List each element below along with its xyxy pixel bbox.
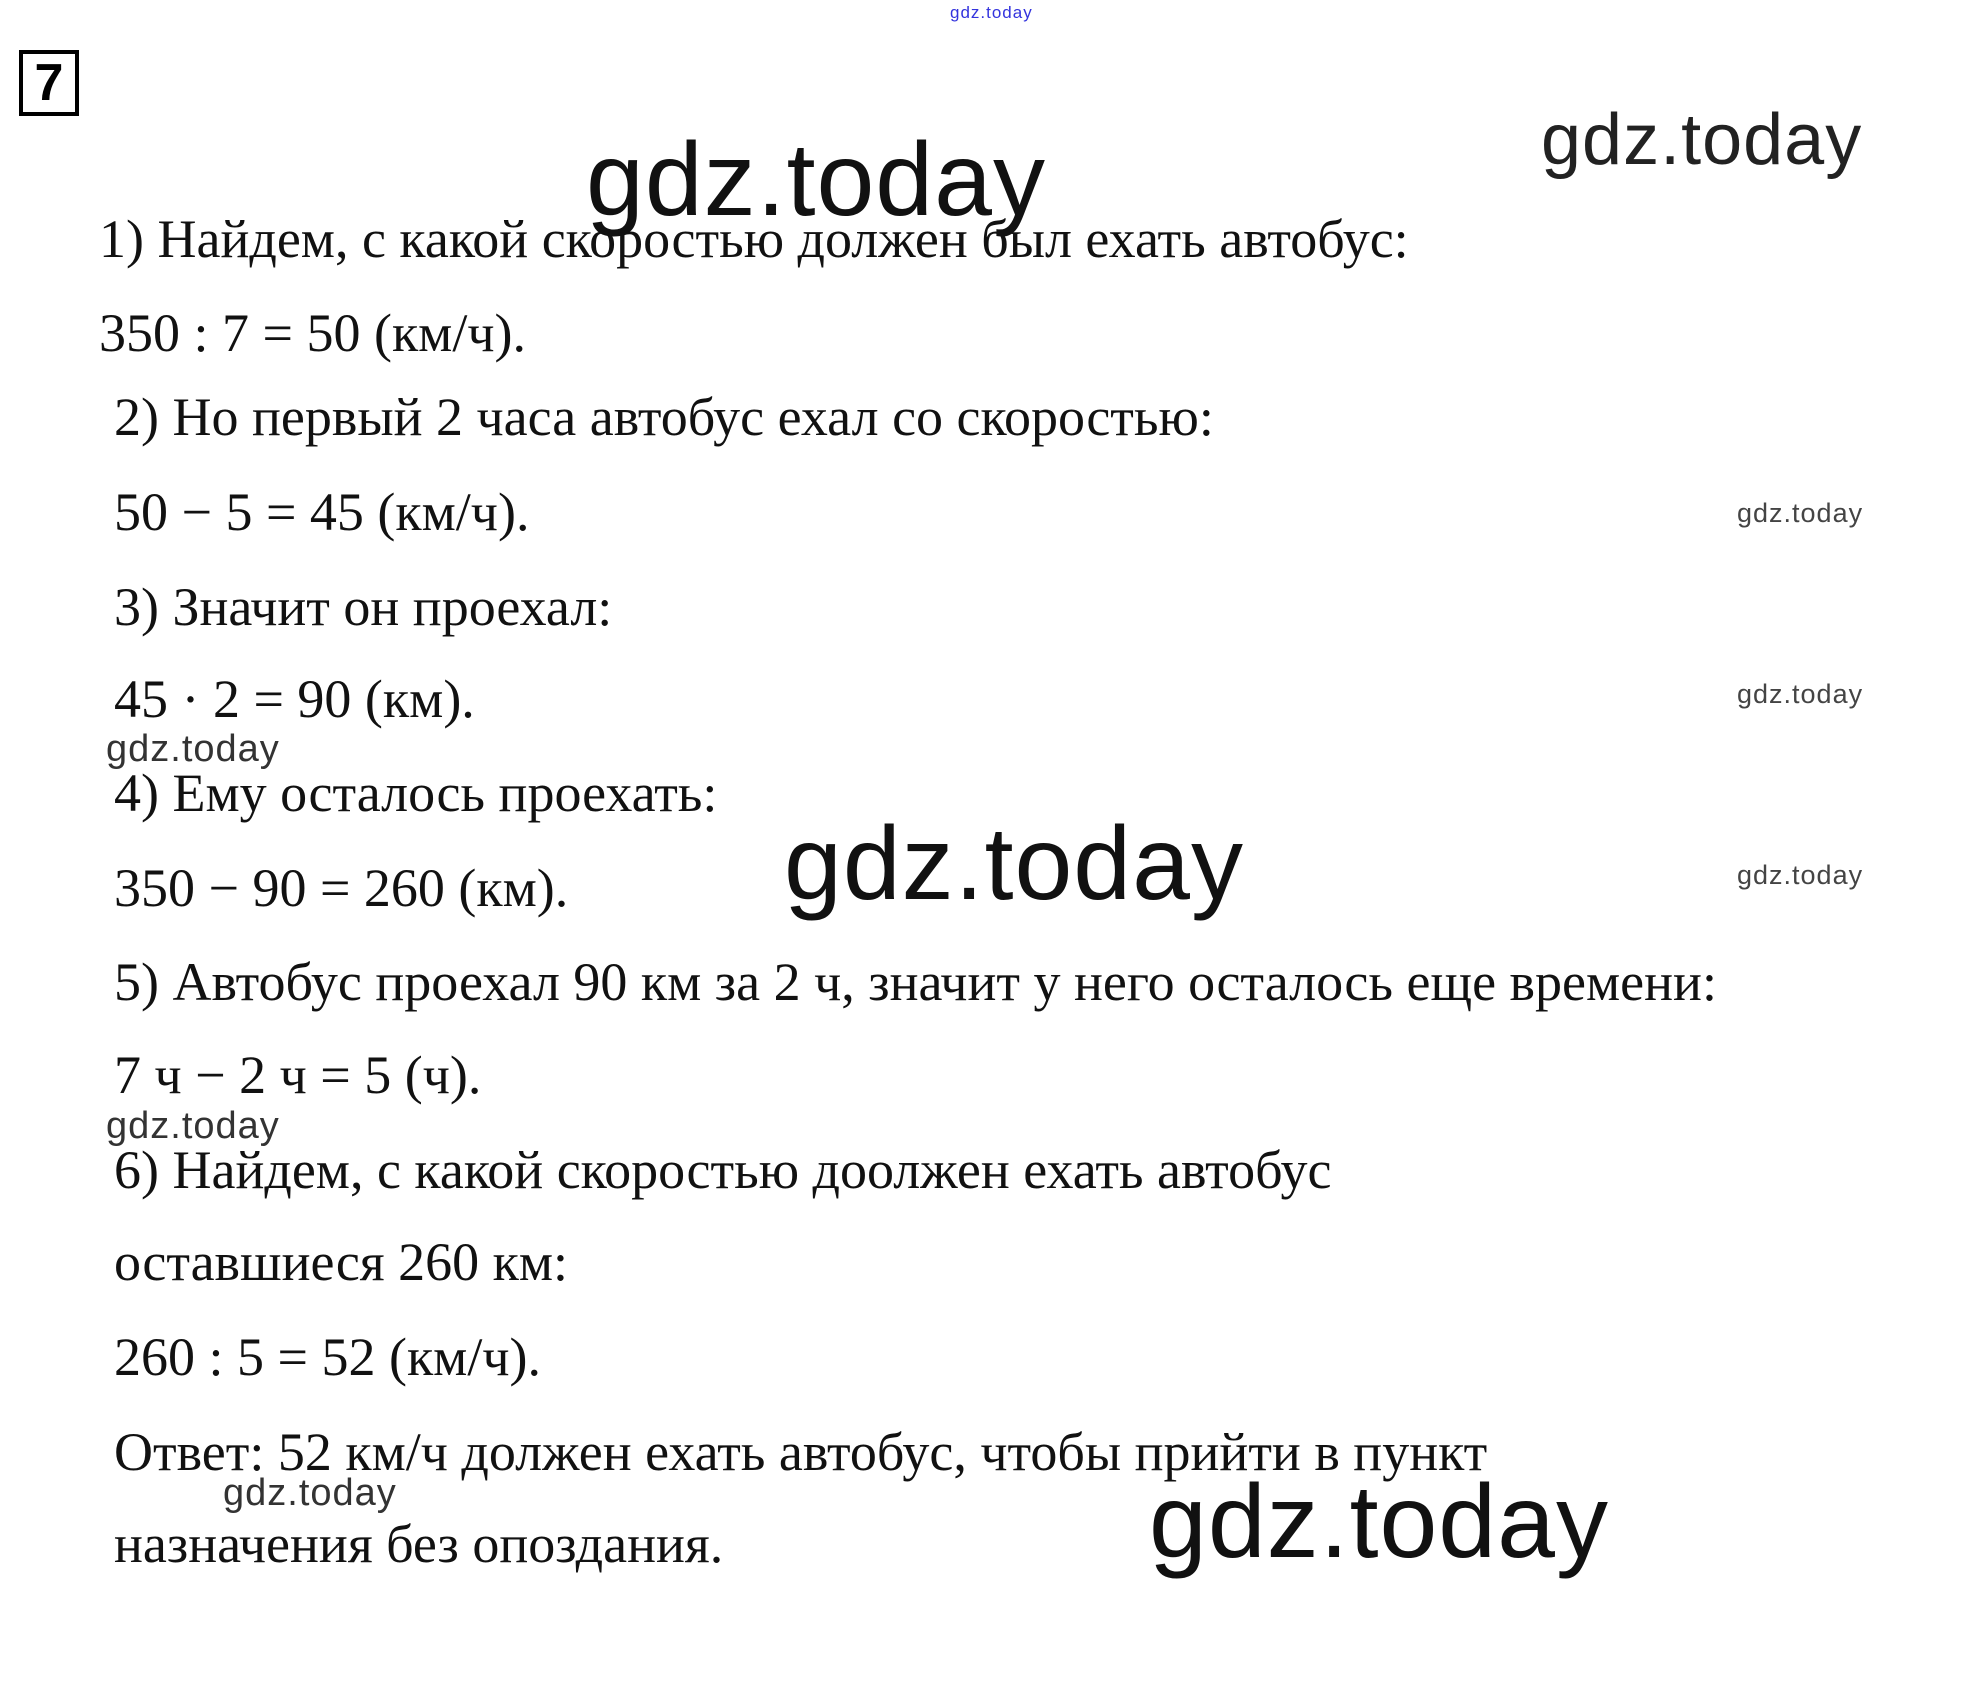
solution-line: 350 : 7 = 50 (км/ч). bbox=[99, 303, 526, 363]
watermark-top: gdz.today bbox=[950, 3, 1033, 22]
watermark: gdz.today bbox=[106, 1105, 280, 1147]
watermark: gdz.today bbox=[1149, 1464, 1609, 1580]
solution-line: 350 − 90 = 260 (км). bbox=[114, 858, 569, 918]
watermark: gdz.today bbox=[1737, 498, 1864, 528]
solution-line: 1) Найдем, с какой скоростью должен был ехать автобус: bbox=[99, 209, 1409, 269]
solution-line: 5) Автобус проехал 90 км за 2 ч, значит у него осталось еще времени: bbox=[114, 952, 1717, 1012]
watermark: gdz.today bbox=[223, 1472, 397, 1514]
answer-line: Ответ: 52 км/ч должен ехать автобус, чтобы прийти в пункт bbox=[114, 1422, 1488, 1482]
task-number-box: 7 bbox=[19, 50, 79, 116]
answer-line: назначения без опоздания. bbox=[114, 1514, 724, 1574]
watermark: gdz.today bbox=[784, 806, 1244, 922]
solution-line: 3) Значит он проехал: bbox=[114, 577, 613, 637]
watermark: gdz.today bbox=[106, 728, 280, 770]
solution-line: оставшиеся 260 км: bbox=[114, 1232, 569, 1292]
solution-line: 45 · 2 = 90 (км). bbox=[114, 669, 475, 729]
watermark: gdz.today bbox=[586, 122, 1046, 238]
watermark: gdz.today bbox=[1541, 100, 1863, 180]
solution-line: 260 : 5 = 52 (км/ч). bbox=[114, 1327, 541, 1387]
solution-line: 50 − 5 = 45 (км/ч). bbox=[114, 482, 530, 542]
solution-line: 6) Найдем, с какой скоростью доолжен ехать автобус bbox=[114, 1140, 1332, 1200]
solution-line: 7 ч − 2 ч = 5 (ч). bbox=[114, 1045, 482, 1105]
watermark: gdz.today bbox=[1737, 860, 1864, 890]
solution-line: 4) Ему осталось проехать: bbox=[114, 763, 718, 823]
watermark: gdz.today bbox=[1737, 679, 1864, 709]
solution-line: 2) Но первый 2 часа автобус ехал со скоростью: bbox=[114, 387, 1214, 447]
